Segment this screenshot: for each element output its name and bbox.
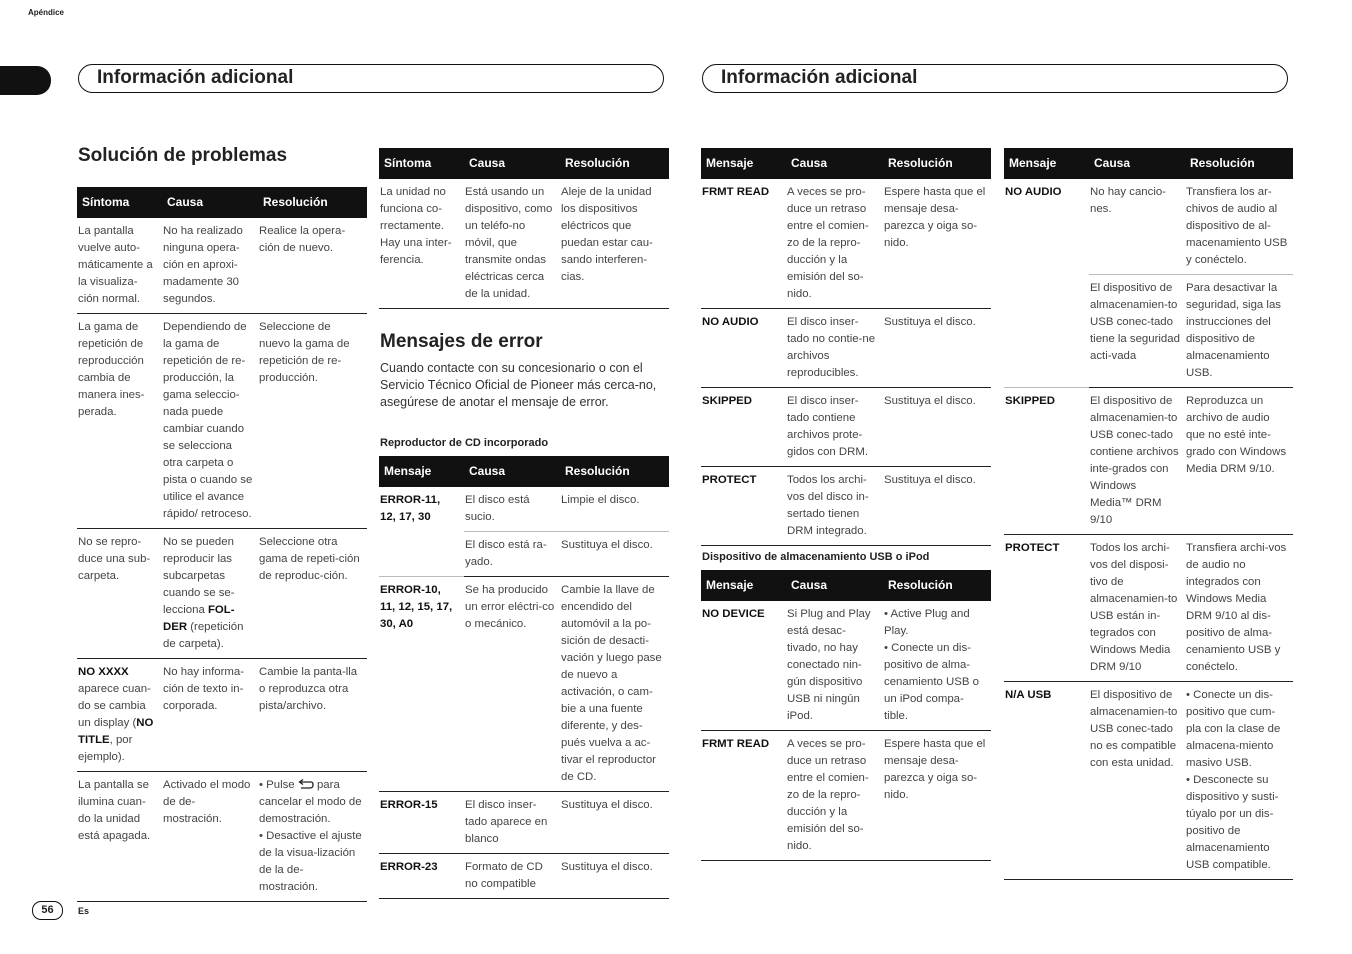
table-row xyxy=(379,577,669,792)
cell-resolution xyxy=(258,772,367,902)
table-row xyxy=(379,179,669,309)
col-cause: Causa xyxy=(464,456,560,487)
cell-resolution xyxy=(1185,682,1293,880)
cell-message: PROTECT xyxy=(1004,535,1089,682)
left-header-title: Información adicional xyxy=(78,64,664,93)
cell-message: NO AUDIO xyxy=(1004,179,1089,388)
cell-resolution: Sustituya el disco. xyxy=(883,309,991,388)
usb-errors-table xyxy=(701,570,991,861)
language-code: Es xyxy=(78,906,90,916)
symptom-text: aparece cuan-do se cambia un display ( xyxy=(78,683,151,729)
cell-message: ERROR-10, 11, 12, 15, 17, 30, A0 xyxy=(379,577,464,792)
cell-message: FRMT READ xyxy=(701,179,786,309)
cell-cause: El disco está sucio. xyxy=(464,487,560,532)
table-row xyxy=(77,529,367,659)
cell-cause: A veces se pro-duce un retraso entre el comien-zo de la repro-ducción y la emisión del so-nido. xyxy=(786,731,883,861)
cell-cause: El disco inser-tado contiene archivos prote-gidos con DRM. xyxy=(786,388,883,467)
cell-cause: No hay cancio-nes. xyxy=(1089,179,1185,275)
cell-message: NO AUDIO xyxy=(701,309,786,388)
table-row xyxy=(77,772,367,902)
cell-resolution: Cambie la panta-lla o reproduzca otra pista/archivo. xyxy=(258,659,367,772)
table-row xyxy=(701,731,991,861)
table-row xyxy=(1004,682,1293,880)
cell-resolution: Sustituya el disco. xyxy=(560,532,669,577)
col-symptom: Síntoma xyxy=(77,187,162,218)
cell-message: ERROR-15 xyxy=(379,792,464,854)
section-label: Apéndice xyxy=(28,8,65,17)
cd-errors-table xyxy=(379,456,669,899)
cell-resolution: Seleccione de nuevo la gama de repetición de re-producción. xyxy=(258,314,367,529)
table-row xyxy=(701,179,991,309)
cell-message: ERROR-11, 12, 17, 30 xyxy=(379,487,464,577)
table-row xyxy=(379,854,669,899)
cell-message: ERROR-23 xyxy=(379,854,464,899)
cause-text: (repetición de carpeta). xyxy=(163,621,244,650)
cell-symptom: La pantalla vuelve auto-máticamente a la visualiza-ción normal. xyxy=(77,218,162,314)
cell-resolution: Limpie el disco. xyxy=(560,487,669,532)
cell-resolution: Aleje de la unidad los dispositivos eléctricos que puedan estar cau-sando interferen-cias. xyxy=(560,179,669,309)
table-row xyxy=(1004,535,1293,682)
resolution-text: para cancelar el modo de demostración. xyxy=(259,779,362,825)
cell-resolution xyxy=(883,601,991,731)
cell-cause: El dispositivo de almacenamien-to USB conec-tado no es compatible con esta unidad. xyxy=(1089,682,1185,880)
symptom-text: , por ejemplo). xyxy=(78,734,133,763)
col-message: Mensaje xyxy=(1004,148,1089,179)
col-cause: Causa xyxy=(162,187,258,218)
usb-errors-table-continued xyxy=(1004,148,1293,880)
table-row xyxy=(379,792,669,854)
cell-message: SKIPPED xyxy=(1004,388,1089,535)
col-cause: Causa xyxy=(786,148,883,179)
cell-message: SKIPPED xyxy=(701,388,786,467)
cell-cause: El disco inser-tado aparece en blanco xyxy=(464,792,560,854)
cell-cause: Se ha producido un error eléctri-co o mecánico. xyxy=(464,577,560,792)
cell-resolution: Sustituya el disco. xyxy=(883,467,991,546)
resolution-text: • Active Plug and Play. xyxy=(884,608,970,637)
cell-message: PROTECT xyxy=(701,467,786,546)
cell-cause: Está usando un dispositivo, como un teléfo-no móvil, que transmite ondas eléctricas cerca de la unidad. xyxy=(464,179,560,309)
col-cause: Causa xyxy=(464,148,560,179)
resolution-text: • Conecte un dis-positivo de alma-cenamiento USB o un iPod compa-tible. xyxy=(884,642,979,722)
cell-resolution: Sustituya el disco. xyxy=(560,792,669,854)
table-row xyxy=(701,388,991,467)
cell-message: N/A USB xyxy=(1004,682,1089,880)
col-cause: Causa xyxy=(786,570,883,601)
cell-resolution: Espere hasta que el mensaje desa-parezca y oiga so-nido. xyxy=(883,179,991,309)
col-resolution: Resolución xyxy=(560,456,669,487)
col-symptom: Síntoma xyxy=(379,148,464,179)
cause-text: No se pueden reproducir las subcarpetas cuando se se-lecciona xyxy=(163,536,235,616)
cell-message: NO DEVICE xyxy=(701,601,786,731)
no-xxxx-label: NO XXXX xyxy=(78,666,129,678)
cell-resolution: Sustituya el disco. xyxy=(883,388,991,467)
troubleshooting-table xyxy=(77,187,367,902)
cell-cause xyxy=(162,529,258,659)
cell-cause: El disco inser-tado no contie-ne archivos reproducibles. xyxy=(786,309,883,388)
cell-message: FRMT READ xyxy=(701,731,786,861)
table-row xyxy=(1004,388,1293,535)
cell-symptom: La unidad no funciona co-rrectamente. Hay una inter-ferencia. xyxy=(379,179,464,309)
table-row xyxy=(701,309,991,388)
cell-cause: Dependiendo de la gama de repetición de re-producción, la gama seleccio-nada puede cambiar cuando se selecciona otra carpeta o pista o cuando se utilice el avance rápido/ retroceso. xyxy=(162,314,258,529)
col-resolution: Resolución xyxy=(1185,148,1293,179)
cell-cause: El dispositivo de almacenamien-to USB conec-tado tiene la seguridad acti-vada xyxy=(1089,275,1185,388)
cell-resolution: Sustituya el disco. xyxy=(560,854,669,899)
cell-resolution: Transfiera los ar-chivos de audio al dispositivo de al-macenamiento USB y conéctelo. xyxy=(1185,179,1293,275)
table-row xyxy=(1004,179,1293,275)
cell-resolution: Para desactivar la seguridad, siga las instrucciones del dispositivo de almacenamiento USB. xyxy=(1185,275,1293,388)
col-resolution: Resolución xyxy=(883,570,991,601)
resolution-text: • Conecte un dis-positivo que cum-pla con la clase de almacena-miento masivo USB. xyxy=(1186,689,1281,769)
cell-cause: Activado el modo de de-mostración. xyxy=(162,772,258,902)
cell-cause: No ha realizado ninguna opera-ción en aproxi-madamente 30 segundos. xyxy=(162,218,258,314)
errors-intro: Cuando contacte con su concesionario o con el Servicio Técnico Oficial de Pioneer más cerca-no, asegúrese de anotar el mensaje de error. xyxy=(380,361,657,409)
cell-cause: Todos los archi-vos del disposi-tivo de almacenamien-to USB están in-tegrados con Windows Media DRM 9/10 xyxy=(1089,535,1185,682)
cell-resolution: Realice la opera-ción de nuevo. xyxy=(258,218,367,314)
table-row xyxy=(77,314,367,529)
cell-symptom: La gama de repetición de reproducción cambia de manera ines-perada. xyxy=(77,314,162,529)
section-tab xyxy=(0,66,51,95)
cell-resolution: Cambie la llave de encendido del automóvil a la po-sición de desacti-vación y luego pase de nuevo a activación, o cam-bie a una fuente diferente, y des-pués vuelva a ac-tivar el reproductor de CD. xyxy=(560,577,669,792)
table-row xyxy=(77,659,367,772)
cell-cause: Si Plug and Play está desac-tivado, no hay conectado nin-gún dispositivo USB ni ningún iPod. xyxy=(786,601,883,731)
cd-errors-table-continued xyxy=(701,148,991,546)
table-row xyxy=(701,467,991,546)
cell-symptom: No se repro-duce una sub-carpeta. xyxy=(77,529,162,659)
table-row xyxy=(701,601,991,731)
cell-cause: Formato de CD no compatible xyxy=(464,854,560,899)
cell-resolution: Seleccione otra gama de repeti-ción de reproduc-ción. xyxy=(258,529,367,659)
cell-cause: Todos los archi-vos del disco in-sertado tienen DRM integrado. xyxy=(786,467,883,546)
col-resolution: Resolución xyxy=(883,148,991,179)
table-row xyxy=(379,487,669,532)
cell-cause: El dispositivo de almacenamien-to USB conec-tado contiene archivos inte-grados con Windows Media™ DRM 9/10 xyxy=(1089,388,1185,535)
troubleshooting-table-continued xyxy=(379,148,669,309)
right-header-title: Información adicional xyxy=(702,64,1288,93)
col-message: Mensaje xyxy=(701,148,786,179)
troubleshooting-title: Solución de problemas xyxy=(78,145,288,166)
cell-resolution: Espere hasta que el mensaje desa-parezca y oiga so-nido. xyxy=(883,731,991,861)
page-number: 56 xyxy=(32,901,63,920)
cell-cause: A veces se pro-duce un retraso entre el comien-zo de la repro-ducción y la emisión del so-nido. xyxy=(786,179,883,309)
col-resolution: Resolución xyxy=(560,148,669,179)
cell-cause: El disco está ra-yado. xyxy=(464,532,560,577)
cell-symptom: La pantalla se ilumina cuan-do la unidad está apagada. xyxy=(77,772,162,902)
errors-title: Mensajes de error xyxy=(380,331,543,352)
cell-cause: No hay informa-ción de texto in-corporada. xyxy=(162,659,258,772)
resolution-text: • Desactive el ajuste de la visua-lización de la de-mostración. xyxy=(259,830,362,893)
resolution-text: • Desconecte su dispositivo y susti-túyalo por un dis-positivo de almacenamiento USB compatible. xyxy=(1186,774,1279,871)
cell-resolution: Reproduzca un archivo de audio que no esté inte-grado con Windows Media DRM 9/10. xyxy=(1185,388,1293,535)
resolution-text: • Pulse xyxy=(259,779,298,791)
usb-caption: Dispositivo de almacenamiento USB o iPod xyxy=(702,551,930,563)
no-title-label: NO TITLE xyxy=(78,717,154,746)
cell-resolution: Transfiera archi-vos de audio no integrados con Windows Media DRM 9/10 al dis-positivo de alma-cenamiento USB y conéctelo. xyxy=(1185,535,1293,682)
col-resolution: Resolución xyxy=(258,187,367,218)
col-cause: Causa xyxy=(1089,148,1185,179)
back-icon xyxy=(298,779,314,789)
col-message: Mensaje xyxy=(379,456,464,487)
folder-label: FOL-DER xyxy=(163,604,235,633)
table-row xyxy=(77,218,367,314)
cell-symptom xyxy=(77,659,162,772)
cd-caption: Reproductor de CD incorporado xyxy=(380,437,549,449)
col-message: Mensaje xyxy=(701,570,786,601)
